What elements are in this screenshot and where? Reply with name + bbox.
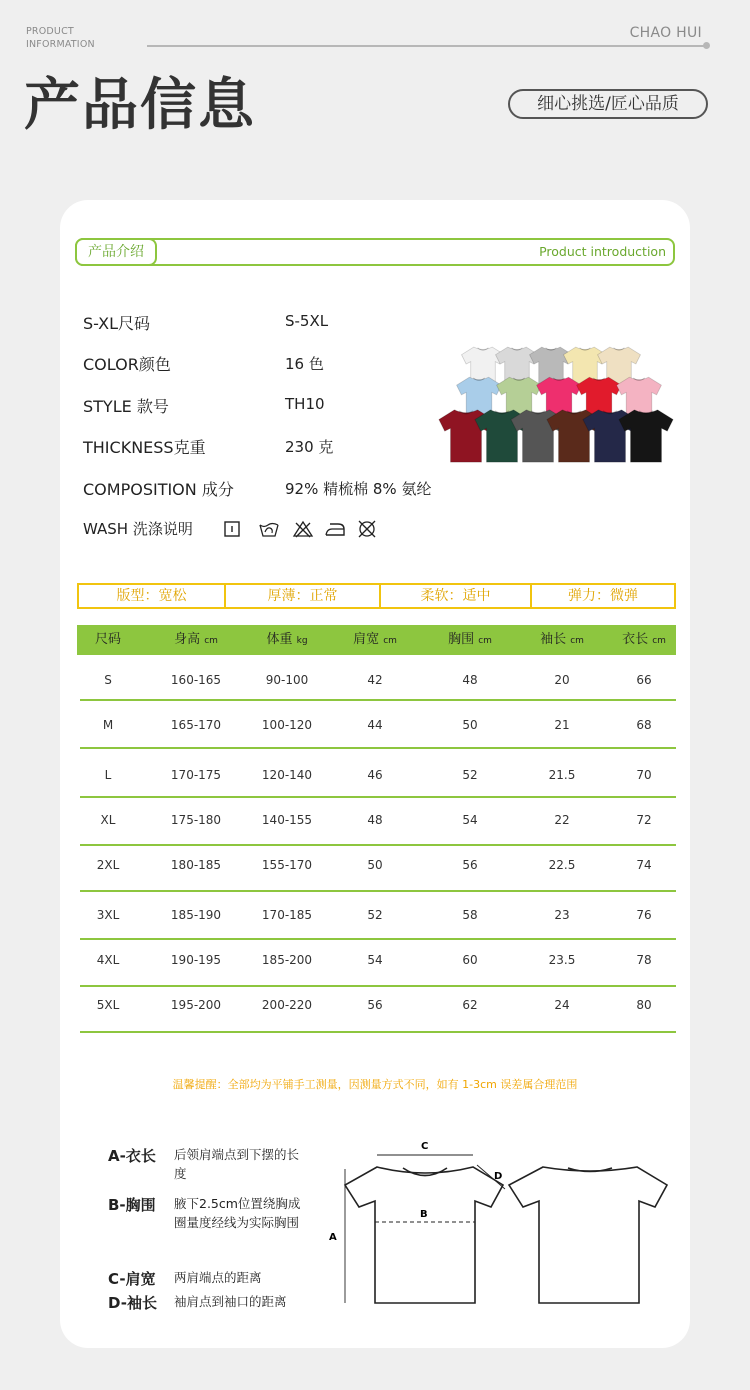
measure-key-sleeve: D-袖长: [108, 1294, 157, 1312]
no-dry-clean-icon: [356, 519, 378, 539]
table-cell: 120-140: [261, 768, 313, 782]
table-cell: 4XL: [96, 953, 120, 967]
table-cell: 48: [462, 673, 478, 687]
fit-elasticity: 弹力：微弹: [568, 588, 638, 604]
table-cell: 90-100: [265, 673, 309, 687]
header-small-text: [26, 25, 95, 51]
table-cell: 56: [462, 858, 478, 872]
measure-desc-sleeve: 袖肩点到袖口的距离: [174, 1294, 287, 1309]
table-header-unit: cm: [570, 636, 584, 646]
measure-lines: [345, 1155, 505, 1303]
spec-label-color: COLOR颜色: [83, 355, 171, 374]
table-cell: 58: [462, 908, 478, 922]
table-cell: 185-190: [170, 908, 222, 922]
table-cell: 22: [554, 813, 570, 827]
table-cell: 60: [462, 953, 478, 967]
measure-key-chest: B-胸围: [108, 1196, 156, 1214]
brand-name: CHAO HUI: [629, 25, 702, 41]
table-cell: 160-165: [170, 673, 222, 687]
diagram-label-a: A: [329, 1232, 337, 1243]
table-header-cell: [146, 625, 246, 655]
table-cell: 5XL: [96, 998, 120, 1012]
table-cell: 195-200: [170, 998, 222, 1012]
front-tshirt-outline: [345, 1167, 503, 1303]
table-cell: 62: [462, 998, 478, 1012]
table-cell: 180-185: [170, 858, 222, 872]
table-header-cell: [237, 625, 337, 655]
table-header-unit: cm: [652, 636, 666, 646]
table-cell: 72: [636, 813, 652, 827]
diagram-label-d: D: [494, 1171, 503, 1182]
table-cell: 20: [554, 673, 570, 687]
table-cell: 70: [636, 768, 652, 782]
intro-english: Product introduction: [539, 244, 666, 259]
table-cell: 74: [636, 858, 652, 872]
measure-key-length: A-衣长: [108, 1147, 156, 1165]
table-cell: 200-220: [261, 998, 313, 1012]
table-cell: 170-185: [261, 908, 313, 922]
table-cell: 21.5: [548, 768, 576, 782]
spec-value-style: TH10: [285, 395, 325, 413]
table-cell: 155-170: [261, 858, 313, 872]
table-row-divider: [80, 985, 676, 987]
measurement-note: 温馨提醒：全部均为平铺手工测量，因测量方式不同，如有 1-3cm 误差属合理范围: [172, 1078, 578, 1091]
table-header-cell: [325, 625, 425, 655]
table-cell: L: [104, 768, 112, 782]
table-header-unit: cm: [383, 636, 397, 646]
spec-value-color: 16 色: [285, 355, 324, 373]
fit-thickness: 厚薄：正常: [267, 588, 338, 604]
table-cell: 22.5: [548, 858, 576, 872]
table-cell: 24: [554, 998, 570, 1012]
diagram-label-c: C: [421, 1141, 429, 1152]
table-cell: 50: [367, 858, 383, 872]
table-row-divider: [80, 938, 676, 940]
table-cell: 80: [636, 998, 652, 1012]
page-title: 产品信息: [24, 73, 256, 138]
table-header-cell: [594, 625, 694, 655]
header-divider-dot: [703, 42, 710, 49]
measure-desc-length: 后领肩端点到下摆的长度: [174, 1147, 300, 1181]
table-header-label: 袖长: [540, 632, 567, 647]
measure-key-shoulder: C-肩宽: [108, 1270, 156, 1288]
table-header-label: 尺码: [94, 632, 121, 647]
table-cell: 56: [367, 998, 383, 1012]
table-header-label: 肩宽: [353, 632, 380, 647]
spec-value-composition: 92% 精梳棉 8% 氨纶: [285, 480, 432, 498]
table-cell: 52: [462, 768, 478, 782]
table-cell: 175-180: [170, 813, 222, 827]
table-cell: 170-175: [170, 768, 222, 782]
table-cell: 190-195: [170, 953, 222, 967]
table-cell: S: [104, 673, 112, 687]
table-cell: 52: [367, 908, 383, 922]
table-cell: 48: [367, 813, 383, 827]
table-cell: 78: [636, 953, 652, 967]
table-cell: 54: [462, 813, 478, 827]
header-small-line1: PRODUCT: [26, 26, 74, 37]
table-cell: 54: [367, 953, 383, 967]
table-cell: 2XL: [96, 858, 120, 872]
table-cell: 66: [636, 673, 652, 687]
spec-value-size: S-5XL: [285, 312, 329, 330]
table-header-unit: cm: [204, 636, 218, 646]
table-cell: 23.5: [548, 953, 576, 967]
slogan-badge: 细心挑选/匠心品质: [508, 89, 708, 119]
table-row-divider: [80, 890, 676, 892]
measurement-diagram: [325, 1135, 675, 1310]
header-divider: [147, 45, 707, 47]
table-cell: M: [102, 718, 114, 732]
table-row-divider: [80, 1031, 676, 1033]
table-cell: 50: [462, 718, 478, 732]
measure-desc-chest: 腋下2.5cm位置绕胸成圈量度经线为实际胸围: [174, 1196, 301, 1230]
spec-label-style: STYLE 款号: [83, 397, 169, 416]
table-cell: 185-200: [261, 953, 313, 967]
table-cell: XL: [100, 813, 116, 827]
table-header-label: 体重: [266, 632, 293, 647]
table-cell: 23: [554, 908, 570, 922]
table-cell: 46: [367, 768, 383, 782]
hand-wash-icon: [258, 519, 280, 539]
table-cell: 42: [367, 673, 383, 687]
table-row-divider: [80, 699, 676, 701]
back-tshirt-outline: [509, 1167, 667, 1303]
table-row-divider: [80, 844, 676, 846]
fit-cut: 版型：宽松: [116, 588, 187, 604]
table-header-unit: kg: [296, 636, 308, 646]
table-cell: 100-120: [261, 718, 313, 732]
color-swatch-shirts: [0, 0, 750, 1]
table-cell: 76: [636, 908, 652, 922]
table-cell: 3XL: [96, 908, 120, 922]
fit-softness: 柔软：适中: [420, 588, 491, 604]
table-header-cell: [420, 625, 520, 655]
intro-tag: 产品介绍: [75, 238, 157, 266]
wash-label: WASH 洗涤说明: [83, 520, 193, 538]
table-header-label: 衣长: [622, 632, 649, 647]
tshirt-swatch-15: [617, 406, 675, 464]
iron-icon: [324, 519, 346, 539]
table-cell: 165-170: [170, 718, 222, 732]
measure-desc-shoulder: 两肩端点的距离: [174, 1270, 262, 1285]
spec-label-size: S-XL尺码: [83, 314, 151, 333]
table-cell: 140-155: [261, 813, 313, 827]
table-cell: 44: [367, 718, 383, 732]
spec-value-thickness: 230 克: [285, 438, 334, 456]
table-header-label: 胸围: [448, 632, 475, 647]
table-header-unit: cm: [478, 636, 492, 646]
header-small-line2: INFORMATION: [26, 39, 95, 50]
no-bleach-icon: [292, 519, 314, 539]
table-row-divider: [80, 796, 676, 798]
spec-label-thickness: THICKNESS克重: [83, 438, 206, 457]
table-cell: 21: [554, 718, 570, 732]
table-row-divider: [80, 747, 676, 749]
table-header-label: 身高: [174, 632, 201, 647]
diagram-label-b: B: [420, 1209, 428, 1220]
tumble-dry-icon: [222, 519, 244, 539]
table-header-cell: [58, 625, 158, 655]
spec-label-composition: COMPOSITION 成分: [83, 480, 234, 499]
table-cell: 68: [636, 718, 652, 732]
